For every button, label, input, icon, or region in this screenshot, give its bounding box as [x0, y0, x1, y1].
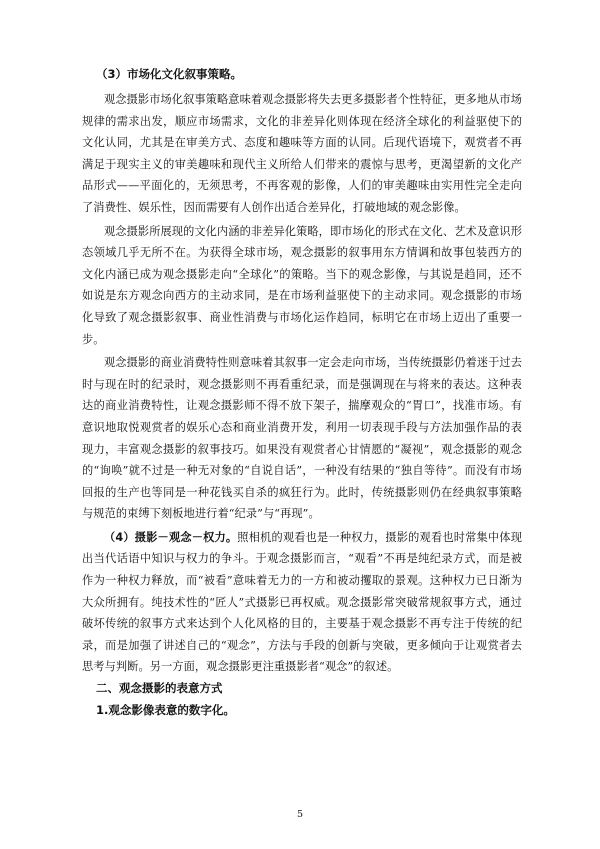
page-body [82, 66, 522, 721]
subsection-heading-1: 1.观念影像表意的数字化。 [96, 702, 235, 717]
paragraph-4 [82, 527, 522, 678]
page-number: 5 [296, 809, 304, 820]
section-heading-2: 二、观念摄影的表意方式 [96, 681, 223, 696]
paragraph-1: 观念摄影市场化叙事策略意味着观念摄影将失去更多摄影者个性特征，更多地从市场规律的需求出发，顺应市场需求，文化的非差异化则体现在经济全球化的利益驱使下的文化认同，尤其是在审美方式、态度和趣味等方面的认同。后现代语境下，观赏者不再满足于现实主义的审美趣味和现代主义所给人们带来的震惊与思考，更渴望新的文化产品形式——平面化的，无须思考，不再客观的影像，人们的审美趣味由实用性完全走向了消费性、娱乐性，因而需要有人创作出适合差异化，打破地域的观念影像。 [82, 93, 522, 214]
paragraph-4-lead: （4）摄影－观念－权力。 [104, 530, 238, 544]
heading-market-strategy: （3）市场化文化叙事策略。 [96, 67, 243, 81]
paragraph-4-text: 照相机的观看也是一种权力，摄影的观看也时常集中体现出当代话语中知识与权力的争斗。于观念摄影而言，“观看”不再是纯纪录方式，而是被作为一种权力释放，而“被看”意味着无力的一方和被动攫取的景观。这种权力已日渐为大众所拥有。纯技术性的“匠人”式摄影已再权威。观念摄影常突破常规叙事方式，通过破坏传统的叙事方式来达到个人化风格的目的，主要基于观念摄影不再专注于传统的纪录，而是加强了讲述自己的“观念”，方法与手段的创新与突破，更多倾向于让观赏者去思考与判断。另一方面，观念摄影更注重摄影者“观念”的叙述。 [82, 530, 522, 674]
paragraph-3: 观念摄影的商业消费特性则意味着其叙事一定会走向市场，当传统摄影仍着迷于过去时与现在时的纪录时，观念摄影则不再看重纪录，而是强调现在与将来的表达。这种表达的商业消费特性，让观念摄影师不得不放下架子，揣摩观众的“胃口”，找准市场。有意识地取悦观赏者的娱乐心态和商业消费开发，利用一切表现手段与方法加强作品的表现力，丰富观念摄影的叙事技巧。如果没有观赏者心甘情愿的“凝视”，观念摄影的观念的“询唤”就不过是一种无对象的“自说自话”，一种没有结果的“独自等待”。而没有市场回报的生产也等同是一种花钱买自杀的疯狂行为。此时，传统摄影则仍在经典叙事策略与规范的束缚下刻板地进行着“纪录”与“再现”。 [82, 356, 522, 521]
paragraph-2: 观念摄影所展现的文化内涵的非差异化策略，即市场化的形式在文化、艺术及意识形态领域几乎无所不在。为获得全球市场，观念摄影的叙事用东方情调和故事包装西方的文化内涵已成为观念摄影走向“全球化”的策略。当下的观念影像，与其说是趋同，还不如说是东方观念向西方的主动求同，是在市场利益驱使下的主动求同。观念摄影的市场化导致了观念摄影叙事、商业性消费与市场化运作趋同，标明它在市场上迈出了重要一步。 [82, 224, 522, 346]
